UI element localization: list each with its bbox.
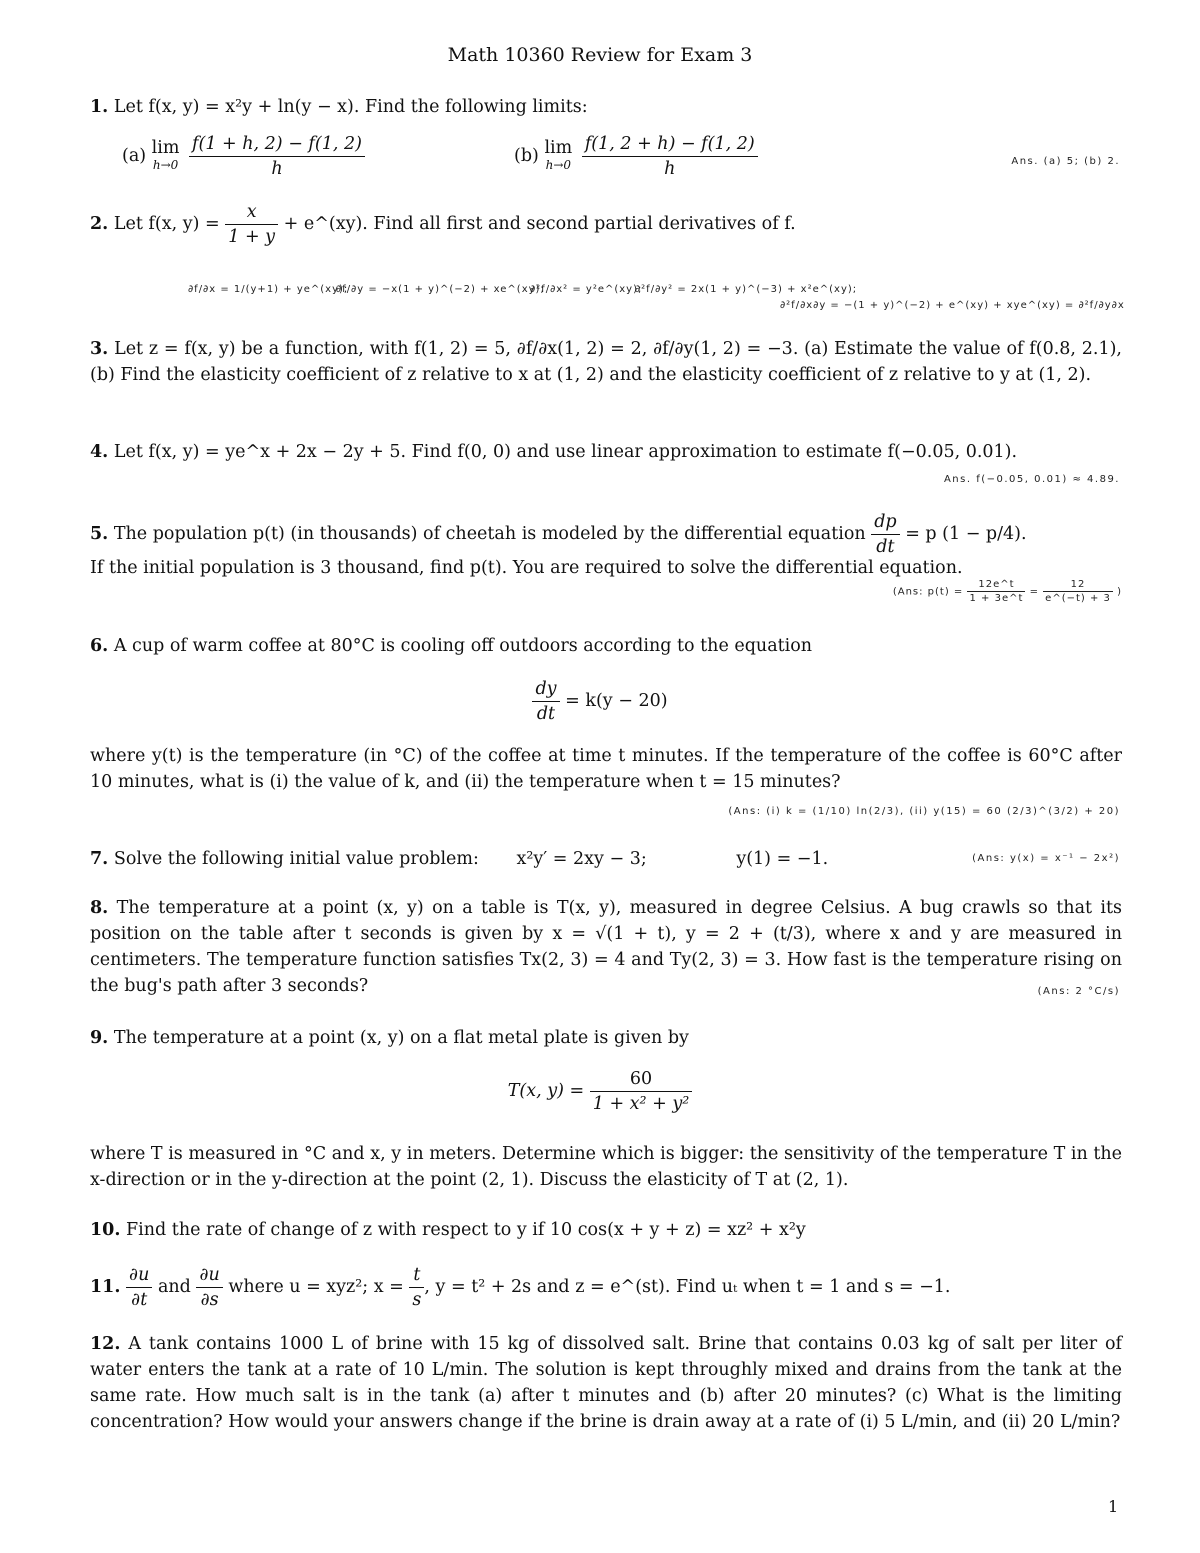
problem-number: 7. — [90, 849, 109, 869]
problem-text: and — [157, 1277, 191, 1297]
problem-text: A cup of warm coffee at 80°C is cooling off outdoors according to the equation — [113, 636, 813, 656]
fraction — [582, 132, 758, 181]
part-label: (a) — [122, 146, 147, 166]
problem-1b — [514, 132, 914, 181]
problem-number: 10. — [90, 1220, 121, 1240]
problem-9-cont: where T is measured in °C and x, y in meters. Determine which is bigger: the sensitivity of the temperature T in the x-direction or in the y-direction at the point (2, 1). Discuss the elasticity of T at (2, 1). — [90, 1144, 1122, 1190]
answer-2-fxx: ∂²f/∂x² = y²e^(xy); — [530, 284, 643, 295]
problem-9 — [90, 1025, 1122, 1051]
fraction — [590, 1067, 693, 1116]
lim-word: lim — [544, 137, 573, 158]
fraction — [871, 510, 899, 559]
problem-number: 4. — [90, 442, 109, 462]
answer-2-fxy: ∂²f/∂x∂y = −(1 + y)^(−2) + e^(xy) + xye^(xy) = ∂²f/∂y∂x — [780, 300, 1125, 311]
denominator: dt — [876, 537, 895, 557]
answer-4: Ans. f(−0.05, 0.01) ≈ 4.89. — [943, 474, 1120, 485]
equation: x²y′ = 2xy − 3; — [516, 849, 647, 869]
problem-number: 8. — [90, 898, 109, 918]
denominator: s — [412, 1290, 422, 1310]
problem-number: 11. — [90, 1277, 121, 1297]
problem-7 — [90, 846, 1122, 872]
denominator: 1 + 3e^t — [969, 593, 1024, 604]
problem-text: Solve the following initial value problem: — [113, 849, 479, 869]
problem-text: The population p(t) (in thousands) of cheetah is modeled by the differential equation — [113, 524, 866, 544]
denominator: 1 + x² + y² — [592, 1094, 690, 1114]
lim-sub: h→0 — [545, 157, 572, 172]
problem-2 — [90, 200, 1122, 249]
fraction — [532, 677, 559, 726]
problem-number: 1. — [90, 97, 109, 117]
problem-number: 6. — [90, 636, 109, 656]
answer-6: (Ans: (i) k = (1/10) ln(2/3), (ii) y(15) = 60 (2/3)^(3/2) + 20) — [728, 806, 1120, 817]
problem-5 — [90, 510, 1122, 559]
problem-text: A tank contains 1000 L of brine with 15 kg of dissolved salt. Brine that contains 0.03 kg of salt per liter of water enters the tank at a rate of 10 L/min. The solution is kept throughly mixed and drains from the tank at the same rate. How much salt is in the tank (a) after t minutes and (b) after 20 minutes? (c) What is the limiting concentration? How would your answers change if the brine is drain away at a rate of (i) 5 L/min, and (ii) 20 L/min? — [90, 1334, 1122, 1432]
problem-text: , y = t² + 2s and z = e^(st). Find uₜ when t = 1 and s = −1. — [424, 1277, 951, 1297]
problem-text: The temperature at a point (x, y) on a flat metal plate is given by — [113, 1028, 689, 1048]
numerator: t — [409, 1263, 424, 1288]
equation-9 — [0, 1067, 1200, 1116]
fraction — [126, 1263, 152, 1312]
problem-text: The temperature at a point (x, y) on a table is T(x, y), measured in degree Celsius. A bug crawls so that its position on the table after t seconds is given by x = √(1 + t), y = 2 + (t/3), where x and y are measured in centimeters. The temperature function satisfies Tx(2, 3) = 4 and Ty(2, 3) = 3. How fast is the temperature rising on the bug's path after 3 seconds? — [90, 898, 1122, 996]
fraction — [409, 1263, 424, 1312]
problem-number: 2. — [90, 214, 109, 234]
denominator: ∂t — [131, 1290, 148, 1310]
page-title: Math 10360 Review for Exam 3 — [447, 44, 753, 66]
answer-5 — [893, 578, 1122, 605]
problem-text: Let f(x, y) = ye^x + 2x − 2y + 5. Find f(0, 0) and use linear approximation to estimate f(−0.05, 0.01). — [113, 442, 1018, 462]
problem-text: Find the rate of change of z with respect to y if 10 cos(x + y + z) = xz² + x²y — [126, 1220, 806, 1240]
problem-6-cont: where y(t) is the temperature (in °C) of the coffee at time t minutes. If the temperature of the coffee is 60°C after 10 minutes, what is (i) the value of k, and (ii) the temperature when t = 15 minutes? — [90, 746, 1122, 792]
fraction — [225, 200, 278, 249]
ans-text: ) — [1117, 586, 1122, 598]
numerator: f(1 + h, 2) − f(1, 2) — [189, 132, 365, 157]
problem-number: 5. — [90, 524, 109, 544]
numerator: dy — [532, 677, 559, 702]
numerator: 12 — [1043, 578, 1113, 592]
numerator: 60 — [590, 1067, 693, 1092]
problem-text: Let f(x, y) = — [113, 214, 220, 234]
fraction — [189, 132, 365, 181]
problem-text: + e^(xy). Find all first and second partial derivatives of f. — [283, 214, 796, 234]
problem-8 — [90, 895, 1122, 999]
denominator: h — [664, 159, 676, 179]
problem-text: Let z = f(x, y) be a function, with f(1, 2) = 5, ∂f/∂x(1, 2) = 2, ∂f/∂y(1, 2) = −3. (a) Estimate the value of f(0.8, 2.1), (b) Find the elasticity coefficient of z relative to x at (1, 2) and the elasticity coefficient of z relative to y at (1, 2). — [90, 339, 1122, 385]
equation-lhs: T(x, y) = — [507, 1081, 585, 1101]
fraction — [196, 1263, 222, 1312]
problem-11 — [90, 1263, 1122, 1312]
numerator: ∂u — [126, 1263, 152, 1288]
problem-text: Let f(x, y) = x²y + ln(y − x). Find the following limits: — [113, 97, 588, 117]
denominator: ∂s — [200, 1290, 219, 1310]
page-number: 1 — [1108, 1497, 1119, 1516]
answer-2-fx: ∂f/∂x = 1/(y+1) + ye^(xy); — [188, 284, 349, 295]
numerator: f(1, 2 + h) − f(1, 2) — [582, 132, 758, 157]
numerator: ∂u — [196, 1263, 222, 1288]
lim-sub: h→0 — [152, 157, 179, 172]
answer-7: (Ans: y(x) = x⁻¹ − 2x²) — [972, 853, 1120, 864]
problem-number: 9. — [90, 1028, 109, 1048]
ans-text: (Ans: p(t) = — [892, 586, 964, 598]
answer-2-fyy: ∂²f/∂y² = 2x(1 + y)^(−3) + x²e^(xy); — [635, 284, 858, 295]
part-label: (b) — [514, 146, 539, 166]
problem-4 — [90, 439, 1122, 465]
limit — [151, 137, 180, 174]
ans-text: = — [1029, 586, 1039, 598]
equation-rhs: = p (1 − p/4). — [905, 524, 1027, 544]
problem-number: 12. — [90, 1334, 121, 1354]
problem-1a — [122, 132, 522, 181]
equation-rhs: = k(y − 20) — [565, 691, 668, 711]
fraction — [1043, 578, 1113, 605]
denominator: e^(−t) + 3 — [1045, 593, 1111, 604]
answer-2-fy: ∂f/∂y = −x(1 + y)^(−2) + xe^(xy); — [336, 284, 545, 295]
problem-6 — [90, 633, 1122, 659]
limit — [544, 137, 573, 174]
equation-6 — [0, 677, 1200, 726]
denominator: h — [271, 159, 283, 179]
denominator: dt — [536, 704, 556, 724]
problem-3 — [90, 336, 1122, 388]
fraction — [967, 578, 1025, 605]
problem-10 — [90, 1217, 1122, 1243]
numerator: dp — [871, 510, 899, 535]
numerator: x — [225, 200, 278, 225]
problem-number: 3. — [90, 339, 109, 359]
problem-1 — [90, 94, 1122, 120]
problem-5-cont: If the initial population is 3 thousand, find p(t). You are required to solve the differential equation. — [90, 558, 963, 578]
initial-condition: y(1) = −1. — [736, 849, 829, 869]
problem-text: where u = xyz²; x = — [228, 1277, 404, 1297]
answer-1: Ans. (a) 5; (b) 2. — [1011, 156, 1120, 167]
answer-8: (Ans: 2 °C/s) — [1037, 986, 1120, 997]
numerator: 12e^t — [967, 578, 1025, 592]
problem-12 — [90, 1331, 1122, 1435]
denominator: 1 + y — [228, 227, 276, 247]
lim-word: lim — [151, 137, 180, 158]
